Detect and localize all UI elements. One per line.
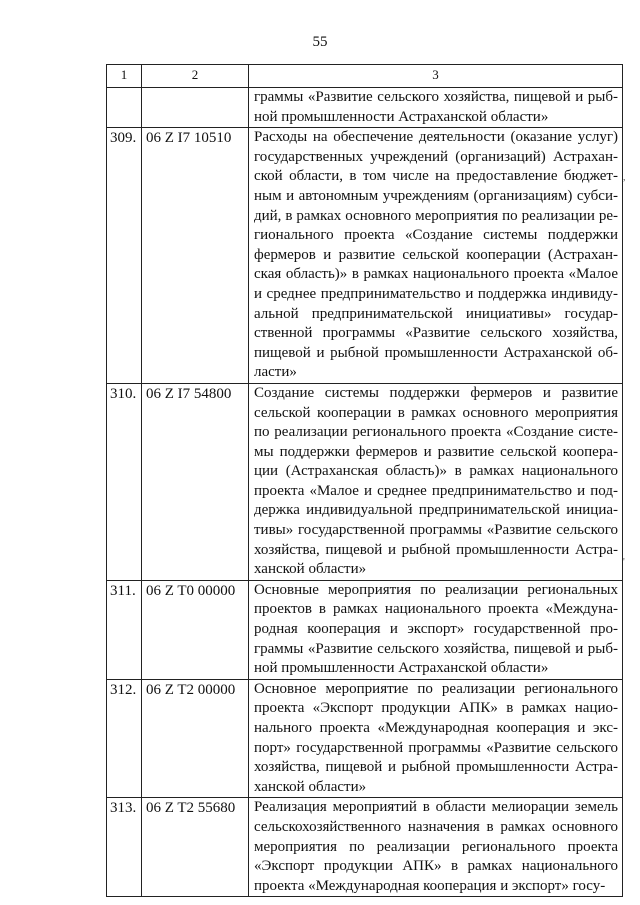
description-line: ласти» [254, 364, 297, 381]
description-line: сельскохозяйственного назначения в рамках основного [254, 818, 618, 835]
description-line: тивы» государственной программы «Развитие сельского [254, 522, 618, 539]
table-row [107, 798, 623, 897]
description-line: проекта «Экспорт продукции АПК» в рамках нацио- [254, 700, 618, 717]
description-line: ной промышленности Астраханской области» [254, 108, 549, 125]
description-line: фермеров и развитие сельской кооперации (Астрахан- [254, 246, 618, 263]
row-number: 312. [107, 679, 142, 798]
description-line: и среднее предпринимательство и поддержка индивиду- [254, 285, 618, 302]
table-row [107, 679, 623, 798]
table-row [107, 128, 623, 384]
description-line: Расходы на обеспечение деятельности (оказание услуг) [254, 129, 618, 146]
description-line: хозяйства, пищевой и рыбной промышленности Астра- [254, 759, 618, 776]
row-code: 06 Z T0 00000 [142, 580, 249, 679]
description-line: «Экспорт продукции АПК» в рамках национального [254, 858, 618, 875]
row-code: 06 Z I7 10510 [142, 128, 249, 384]
description-line: альной предпринимательской инициативы» государ- [254, 305, 618, 322]
description-line: ская область)» в рамках национального проекта «Малое [254, 266, 618, 283]
description-line: пищевой и рыбной промышленности Астраханской об- [254, 344, 618, 361]
description-line: мероприятия по реализации регионального проекта [254, 838, 618, 855]
description-line: родная кооперация и экспорт» государственной про- [254, 621, 618, 638]
row-number: 313. [107, 798, 142, 897]
margin-tick-mark: ' [623, 557, 625, 568]
row-number: 309. [107, 128, 142, 384]
description-line: Основное мероприятие по реализации регионального [254, 680, 618, 697]
description-line: сельской кооперации в рамках основного мероприятия [254, 404, 618, 421]
description-line: дий, в рамках основного мероприятия по реализации ре- [254, 207, 618, 224]
description-line: Реализация мероприятий в области мелиорации земель [254, 799, 618, 816]
description-line: держка индивидуальной предпринимательской инициа- [254, 502, 618, 519]
table-header-row [107, 65, 623, 88]
row-description [249, 798, 623, 897]
description-line: мы поддержки фермеров и развитие сельской коопера- [254, 443, 618, 460]
row-number [107, 88, 142, 128]
budget-codes-table [106, 64, 623, 897]
row-description [249, 679, 623, 798]
header-col-2: 2 [142, 65, 249, 88]
table-row [107, 88, 623, 128]
row-description [249, 580, 623, 679]
row-code: 06 Z I7 54800 [142, 383, 249, 580]
margin-tick-mark: , [623, 172, 626, 183]
row-number: 310. [107, 383, 142, 580]
table-row [107, 580, 623, 679]
header-col-1: 1 [107, 65, 142, 88]
description-line: граммы «Развитие сельского хозяйства, пищевой и рыб- [254, 89, 618, 105]
header-col-3: 3 [249, 65, 623, 88]
page-number: 55 [312, 34, 328, 50]
row-code: 06 Z T2 55680 [142, 798, 249, 897]
description-line: Создание системы поддержки фермеров и развитие [254, 384, 618, 401]
description-line: ской области, в том числе на предоставление бюджет- [254, 168, 618, 185]
description-line: Основные мероприятия по реализации региональных [254, 581, 618, 598]
description-line: ханской области» [254, 778, 367, 795]
description-line: проекта «Малое и среднее предпринимательство и под- [254, 482, 618, 499]
table-row [107, 383, 623, 580]
description-line: ции (Астраханская область)» в рамках национального [254, 463, 618, 480]
description-line: ной промышленности Астраханской области» [254, 660, 549, 677]
description-line: граммы «Развитие сельского хозяйства, пищевой и рыб- [254, 640, 618, 657]
description-line: по реализации регионального проекта «Создание систе- [254, 424, 618, 441]
description-line: хозяйства, пищевой и рыбной промышленности Астра- [254, 541, 618, 558]
description-line: ственной программы «Развитие сельского хозяйства, [254, 325, 618, 342]
description-line: ханской области» [254, 561, 367, 578]
row-code [142, 88, 249, 128]
description-line: проекта «Международная кооперация и экспорт» госу- [254, 877, 606, 894]
description-line: гионального проекта «Создание системы поддержки [254, 227, 618, 244]
description-line: проектов в рамках национального проекта «Междуна- [254, 601, 618, 618]
row-number: 311. [107, 580, 142, 679]
row-code: 06 Z T2 00000 [142, 679, 249, 798]
description-line: государственных учреждений (организаций) Астрахан- [254, 148, 618, 165]
row-description [249, 128, 623, 384]
row-description [249, 88, 623, 128]
description-line: порт» государственной программы «Развитие сельского [254, 739, 618, 756]
description-line: ным и автономным учреждениям (организациям) субси- [254, 187, 618, 204]
description-line: нального проекта «Международная кооперация и экс- [254, 720, 618, 736]
row-description [249, 383, 623, 580]
